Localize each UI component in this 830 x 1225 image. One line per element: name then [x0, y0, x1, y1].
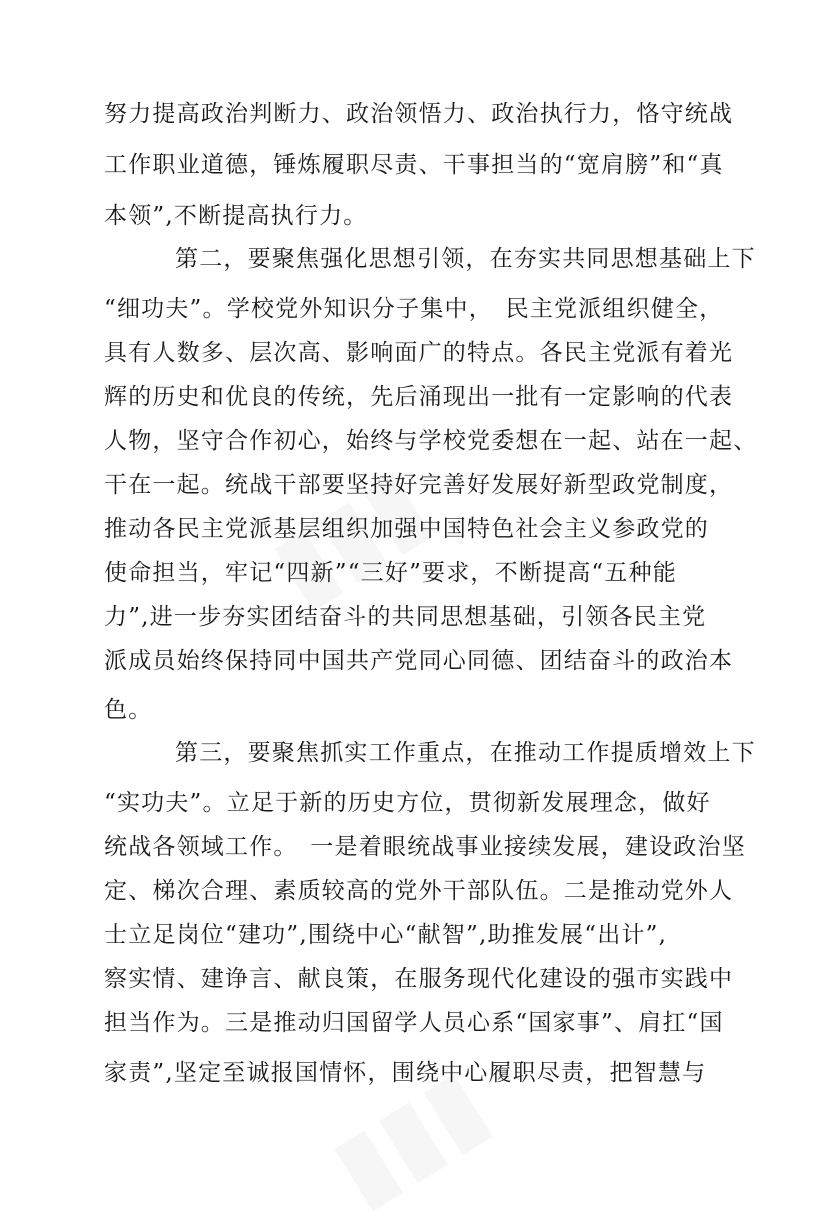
text-line: 家责”,坚定至诚报国情怀，围绕中心履职尽责，把智慧与: [104, 1060, 707, 1086]
text-line: 派成员始终保持同中国共产党同心同德、团结奋斗的政治本: [104, 648, 734, 674]
text-line: 努力提高政治判断力、政治领悟力、政治执行力，恪守统战: [104, 101, 734, 127]
text-line: 第三，要聚焦抓实工作重点，在推动工作提质增效上下: [175, 740, 756, 766]
text-line: 力”,进一步夯实团结奋斗的共同思想基础，引领各民主党: [104, 604, 707, 630]
text-line: 具有人数多、层次高、影响面广的特点。各民主党派有着光: [104, 340, 734, 366]
text-line: “细功夫”。学校党外知识分子集中， 民主党派组织健全，: [104, 296, 724, 322]
text-line: 色。: [104, 697, 153, 723]
text-line: 干在一起。统战干部要坚持好完善好发展好新型政党制度，: [104, 472, 734, 498]
text-line: 定、梯次合理、素质较高的党外干部队伍。二是推动党外人: [104, 878, 734, 904]
text-line: 推动各民主党派基层组织加强中国特色社会主义参政党的: [104, 516, 709, 542]
text-line: 第二，要聚焦强化思想引领，在夯实共同思想基础上下: [175, 246, 756, 272]
text-line: 士立足岗位“建功”,围绕中心“献智”,助推发展“出计”,: [104, 922, 668, 948]
text-line: “实功夫”。立足于新的历史方位，贯彻新发展理念，做好: [104, 790, 711, 816]
text-line: 辉的历史和优良的传统，先后涌现出一批有一定影响的代表: [104, 384, 734, 410]
text-line: 人物，坚守合作初心，始终与学校党委想在一起、站在一起、: [104, 428, 758, 454]
text-line: 统战各领域工作。 一是着眼统战事业接续发展，建设政治坚: [104, 834, 746, 860]
text-line: 使命担当，牢记“四新”“三好”要求，不断提高“五种能: [104, 560, 677, 586]
text-line: 担当作为。三是推动归国留学人员心系“国家事”、肩扛“国: [104, 1010, 724, 1036]
text-line: 本领”,不断提高执行力。: [104, 203, 368, 229]
text-line: 工作职业道德，锤炼履职尽责、干事担当的“宽肩膀”和“真: [104, 152, 724, 178]
text-line: 察实情、建诤言、献良策，在服务现代化建设的强市实践中: [104, 966, 734, 992]
